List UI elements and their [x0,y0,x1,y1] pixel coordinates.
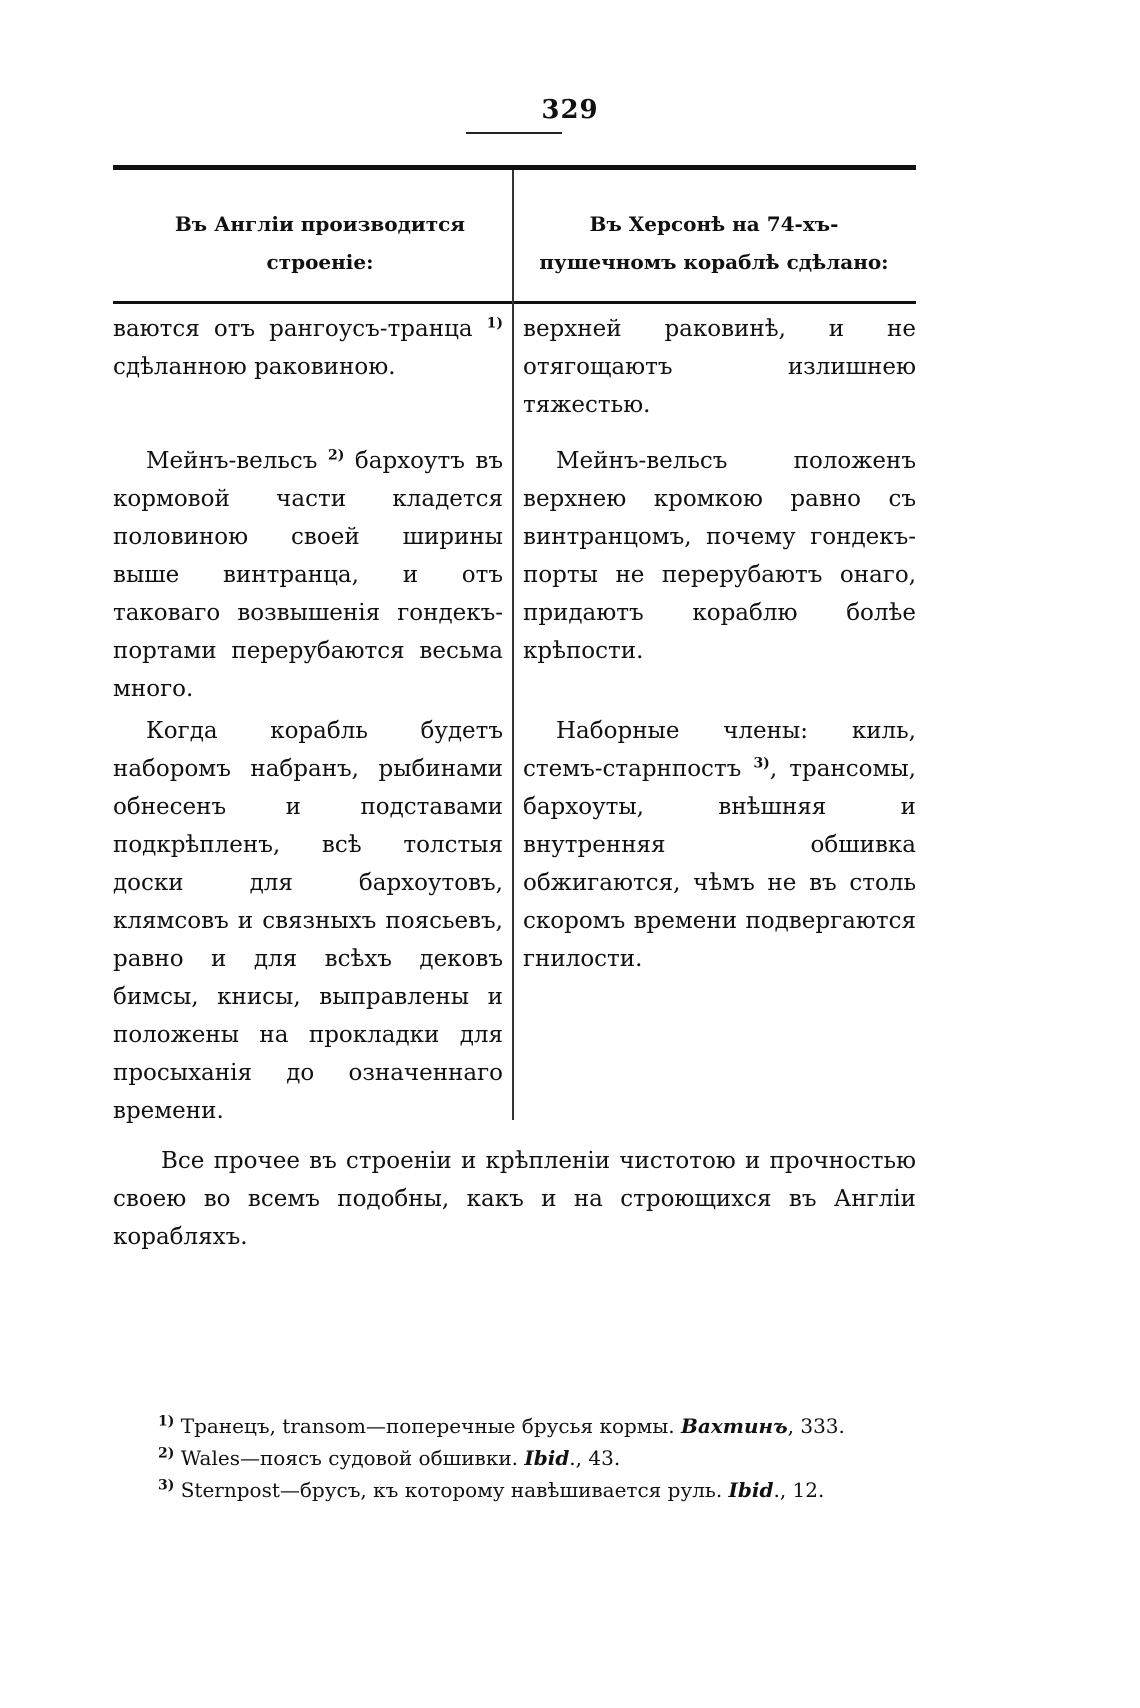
footnote-2 [158,1442,918,1474]
footnote-ref-3: 3) [753,755,770,772]
footnote-source: Ibid [728,1478,774,1502]
footnote-mark: 2) [158,1445,175,1462]
footnote-ref-2: 2) [327,447,345,464]
footnote-ref-1: 1) [486,315,503,332]
footnote-page: ., 12. [773,1478,825,1502]
footnote-page: , 333. [787,1414,845,1438]
footnote-1 [158,1410,918,1442]
right-paragraph-3 [523,712,916,978]
page-number: 329 [541,95,599,125]
left-p1-text: ваются отъ рангоусъ-транца [113,316,487,342]
page-number-rule [466,132,562,134]
right-paragraph-2: Мейнъ-вельсъ положенъ верхнею кромкою равно съ винтранцомъ, почему гондекъ-порты не перерубаютъ онаго, придаютъ кораблю болѣе крѣпости. [523,448,916,664]
footnote-mark: 1) [158,1413,175,1430]
footnote-text: Транецъ, transom—поперечные брусья кормы. [174,1414,681,1438]
left-p2-text-a: Мейнъ-вельсъ [146,448,328,474]
left-paragraph-2 [113,442,503,708]
closing-paragraph: Все прочее въ строеніи и крѣпленіи чистотою и прочностью своею во всемъ подобны, какъ и на строющихся въ Англіи корабляхъ. [113,1148,916,1250]
table-top-rule [113,165,916,170]
right-column-header: Въ Херсонѣ на 74-хъ-пушечномъ кораблѣ сдѣлано: [539,212,889,274]
column-divider [512,170,514,1120]
footnote-text: Sternpost—брусъ, къ которому навѣшивается руль. [174,1478,729,1502]
right-p3-text-b: , трансомы, бархоуты, внѣшняя и внутренняя обшивка обжигаются, чѣмъ не въ столь скоромъ времени подвергаются гнилости. [523,756,916,972]
footnote-3 [158,1474,918,1506]
left-p2-text-b: бархоутъ въ кормовой части кладется половиною своей ширины выше винтранца, и отъ таковаго возвышенія гондекъ-портами перерубаются весьма много. [113,448,503,702]
left-paragraph-1 [113,310,503,386]
footnote-mark: 3) [158,1477,175,1494]
table-header-rule [113,301,916,304]
footnote-source: Вахтинъ [681,1414,788,1438]
right-p3-text-a: Наборные члены: киль, стемъ-старнпостъ [523,718,916,782]
left-paragraph-3: Когда корабль будетъ наборомъ набранъ, рыбинами обнесенъ и подставами подкрѣпленъ, всѣ толстыя доски для бархоутовъ, клямсовъ и связныхъ поясьевъ, равно и для всѣхъ дековъ бимсы, книсы, выправлены и положены на прокладки для просыханія до означеннаго времени. [113,718,503,1124]
left-column-header: Въ Англіи производится строеніе: [174,212,466,274]
footnote-page: ., 43. [569,1446,621,1470]
footnote-text: Wales—поясъ судовой обшивки. [174,1446,525,1470]
left-p1-tail: сдѣланною раковиною. [113,354,396,380]
right-paragraph-1: верхней раковинѣ, и не отягощаютъ излишнею тяжестью. [523,316,916,418]
footnotes [158,1410,918,1506]
footnote-source: Ibid [524,1446,570,1470]
